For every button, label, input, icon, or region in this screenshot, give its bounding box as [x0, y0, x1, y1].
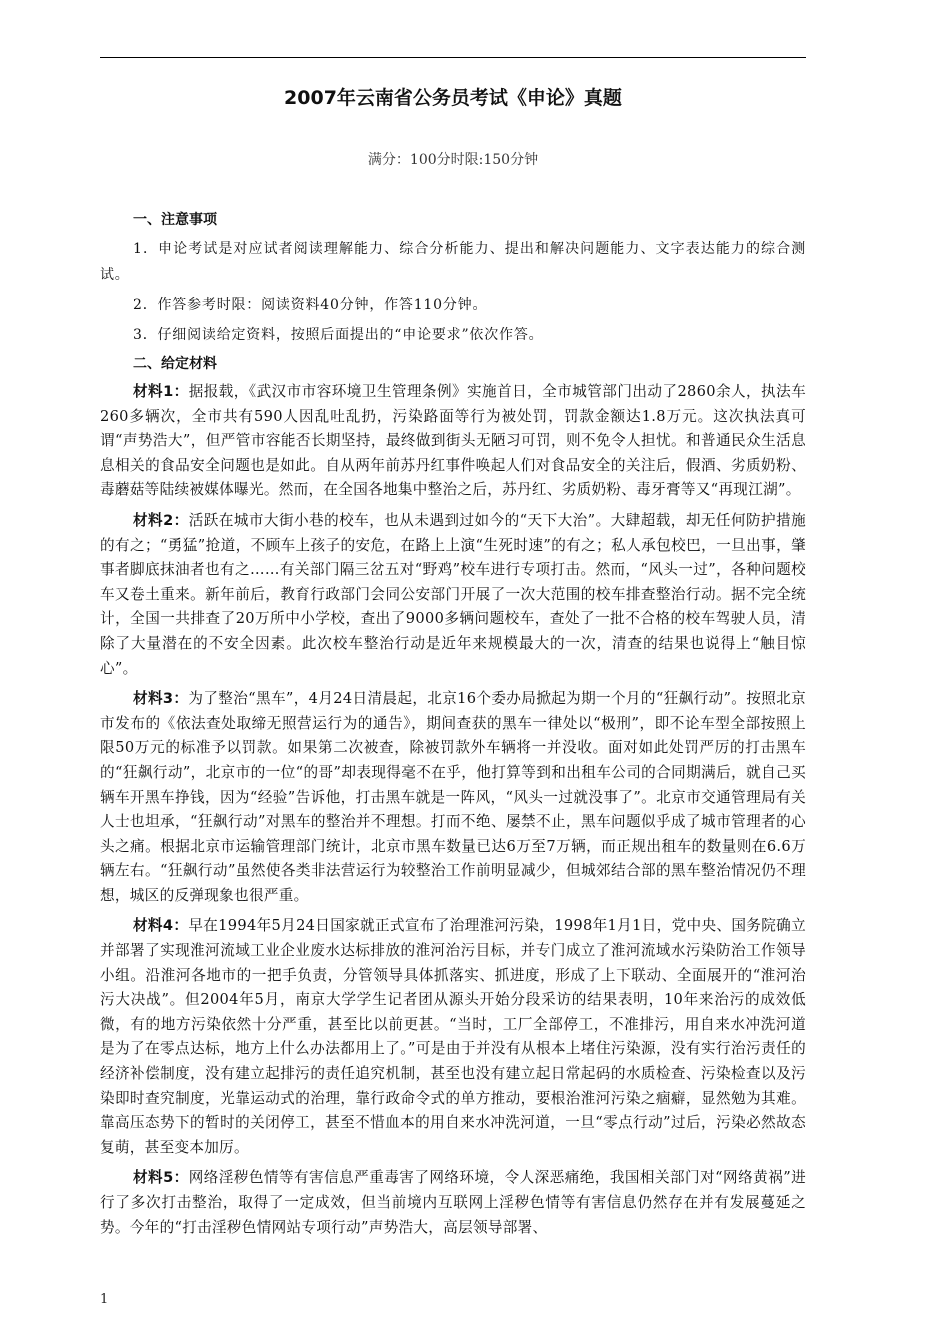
material-text: 网络淫秽色情等有害信息严重毒害了网络环境，令人深恶痛绝，我国相关部门对“网络黄祸”进行了多次打击整治，取得了一定成效，但当前境内互联网上淫秽色情等有害信息仍然存在并有发展蔓延之势。今年的“打击淫秽色情网站专项行动”声势浩大，高层领导部署、 — [100, 1169, 807, 1236]
material-text: 早在1994年5月24日国家就正式宣布了治理淮河污染，1998年1月1日，党中央、国务院确立并部署了实现淮河流域工业企业废水达标排放的淮河治污目标，并专门成立了淮河流域水污染防治工作领导小组。沿淮河各地市的一把手负责，分管领导具体抓落实、抓进度，形成了上下联动、全面展开的“淮河治污大决战”。但2004年5月，南京大学学生记者团从源头开始分段采访的结果表明，10年来治污的成效低微，有的地方污染依然十分严重，甚至比以前更甚。“当时，工厂全部停工，不准排污，用自来水冲洗河道是为了在零点达标，地方上什么办法都用上了。”可是由于并没有从根本上堵住污染源，没有实行治污责任的经济补偿制度，没有建立起排污的责任追究机制，甚至也没有建立起日常起码的水质检查、污染检查以及污染即时查究制度，光靠运动式的治理，靠行政命令式的单方推动，要根治淮河污染之痼癖，显然勉为其难。靠高压态势下的暂时的关闭停工，甚至不惜血本的用自来水冲洗河道，一旦“零点行动”过后，污染必然故态复萌，甚至变本加厉。 — [100, 917, 806, 1156]
notice-item: 2．作答参考时限：阅读资料40分钟，作答110分钟。 — [133, 297, 488, 313]
page-title: 2007年云南省公务员考试《申论》真题 — [284, 87, 622, 109]
header-rule — [100, 57, 806, 58]
material-paragraph — [100, 687, 806, 908]
notice-item: 1．申论考试是对应试者阅读理解能力、综合分析能力、提出和解决问题能力、文字表达能力的综合测试。 — [100, 241, 806, 283]
exam-info: 满分：100分时限:150分钟 — [367, 152, 539, 168]
material-label: 材料3： — [133, 690, 189, 708]
material-text: 据报载，《武汉市市容环境卫生管理条例》实施首日，全市城管部门出动了2860余人，执法车260多辆次，全市共有590人因乱吐乱扔，污染路面等行为被处罚，罚款金额达1.8万元。这次执法真可谓“声势浩大”，但严管市容能否长期坚持，最终做到街头无陋习可罚，则不免令人担忧。和普通民众生活息息相关的食品安全问题也是如此。自从两年前苏丹红事件唤起人们对食品安全的关注后，假酒、劣质奶粉、毒蘑菇等陆续被媒体曝光。然而，在全国各地集中整治之后，苏丹红、劣质奶粉、毒牙膏等又“再现江湖”。 — [100, 383, 807, 499]
material-text: 活跃在城市大街小巷的校车，也从未遇到过如今的“天下大治”。大肆超载，却无任何防护措施的有之；“勇猛”抢道，不顾车上孩子的安危，在路上上演“生死时速”的有之；私人承包校巴，一旦出事，肇事者脚底抹油者也有之……有关部门隔三岔五对“野鸡”校车进行专项打击。然而，“风头一过”，各种问题校车又卷土重来。新年前后，教育行政部门会同公安部门开展了一次大范围的校车排查整治行动。据不完全统计，全国一共排查了20万所中小学校，查出了9000多辆问题校车，查处了一批不合格的校车驾驶人员，清除了大量潜在的不安全因素。此次校车整治行动是近年来规模最大的一次，清查的结果也说得上“触目惊心”。 — [100, 511, 807, 677]
material-label: 材料4： — [133, 917, 189, 935]
document-body — [100, 208, 806, 1246]
material-paragraph — [100, 509, 806, 681]
notice-heading: 一、注意事项 — [133, 212, 217, 228]
materials-heading: 二、给定材料 — [133, 356, 217, 372]
material-paragraph — [100, 914, 806, 1160]
notice-item: 3．仔细阅读给定资料，按照后面提出的“申论要求”依次作答。 — [133, 327, 544, 343]
page-number: 1 — [100, 1292, 109, 1307]
material-label: 材料1： — [133, 383, 189, 400]
material-text: 为了整治“黑车”，4月24日清晨起，北京16个委办局掀起为期一个月的“狂飙行动”。按照北京市发布的《依法查处取缔无照营运行为的通告》，期间查获的黑车一律处以“极刑”，即不论车型全部按照上限50万元的标准予以罚款。如果第二次被查，除被罚款外车辆将一并没收。面对如此处罚严厉的打击黑车的“狂飙行动”，北京市的一位“的哥”却表现得毫不在乎，他打算等到和出租车公司的合同期满后，就自己买辆车开黑车挣钱，因为“经验”告诉他，打击黑车就是一阵风，“风头一过就没事了”。北京市交通管理局有关人士也坦承，“狂飙行动”对黑车的整治并不理想。打而不绝、屡禁不止，黑车问题似乎成了城市管理者的心头之痛。根据北京市运输管理部门统计，北京市黑车数量已达6万至7万辆，而正规出租车的数量则在6.6万辆左右。“狂飙行动”虽然使各类非法营运行为较整治工作前明显减少，但城郊结合部的黑车整治情况仍不理想，城区的反弹现象也很严重。 — [100, 690, 806, 904]
material-label: 材料5： — [133, 1169, 189, 1187]
material-paragraph — [100, 380, 806, 503]
material-paragraph — [100, 1166, 806, 1240]
material-label: 材料2： — [133, 511, 189, 529]
